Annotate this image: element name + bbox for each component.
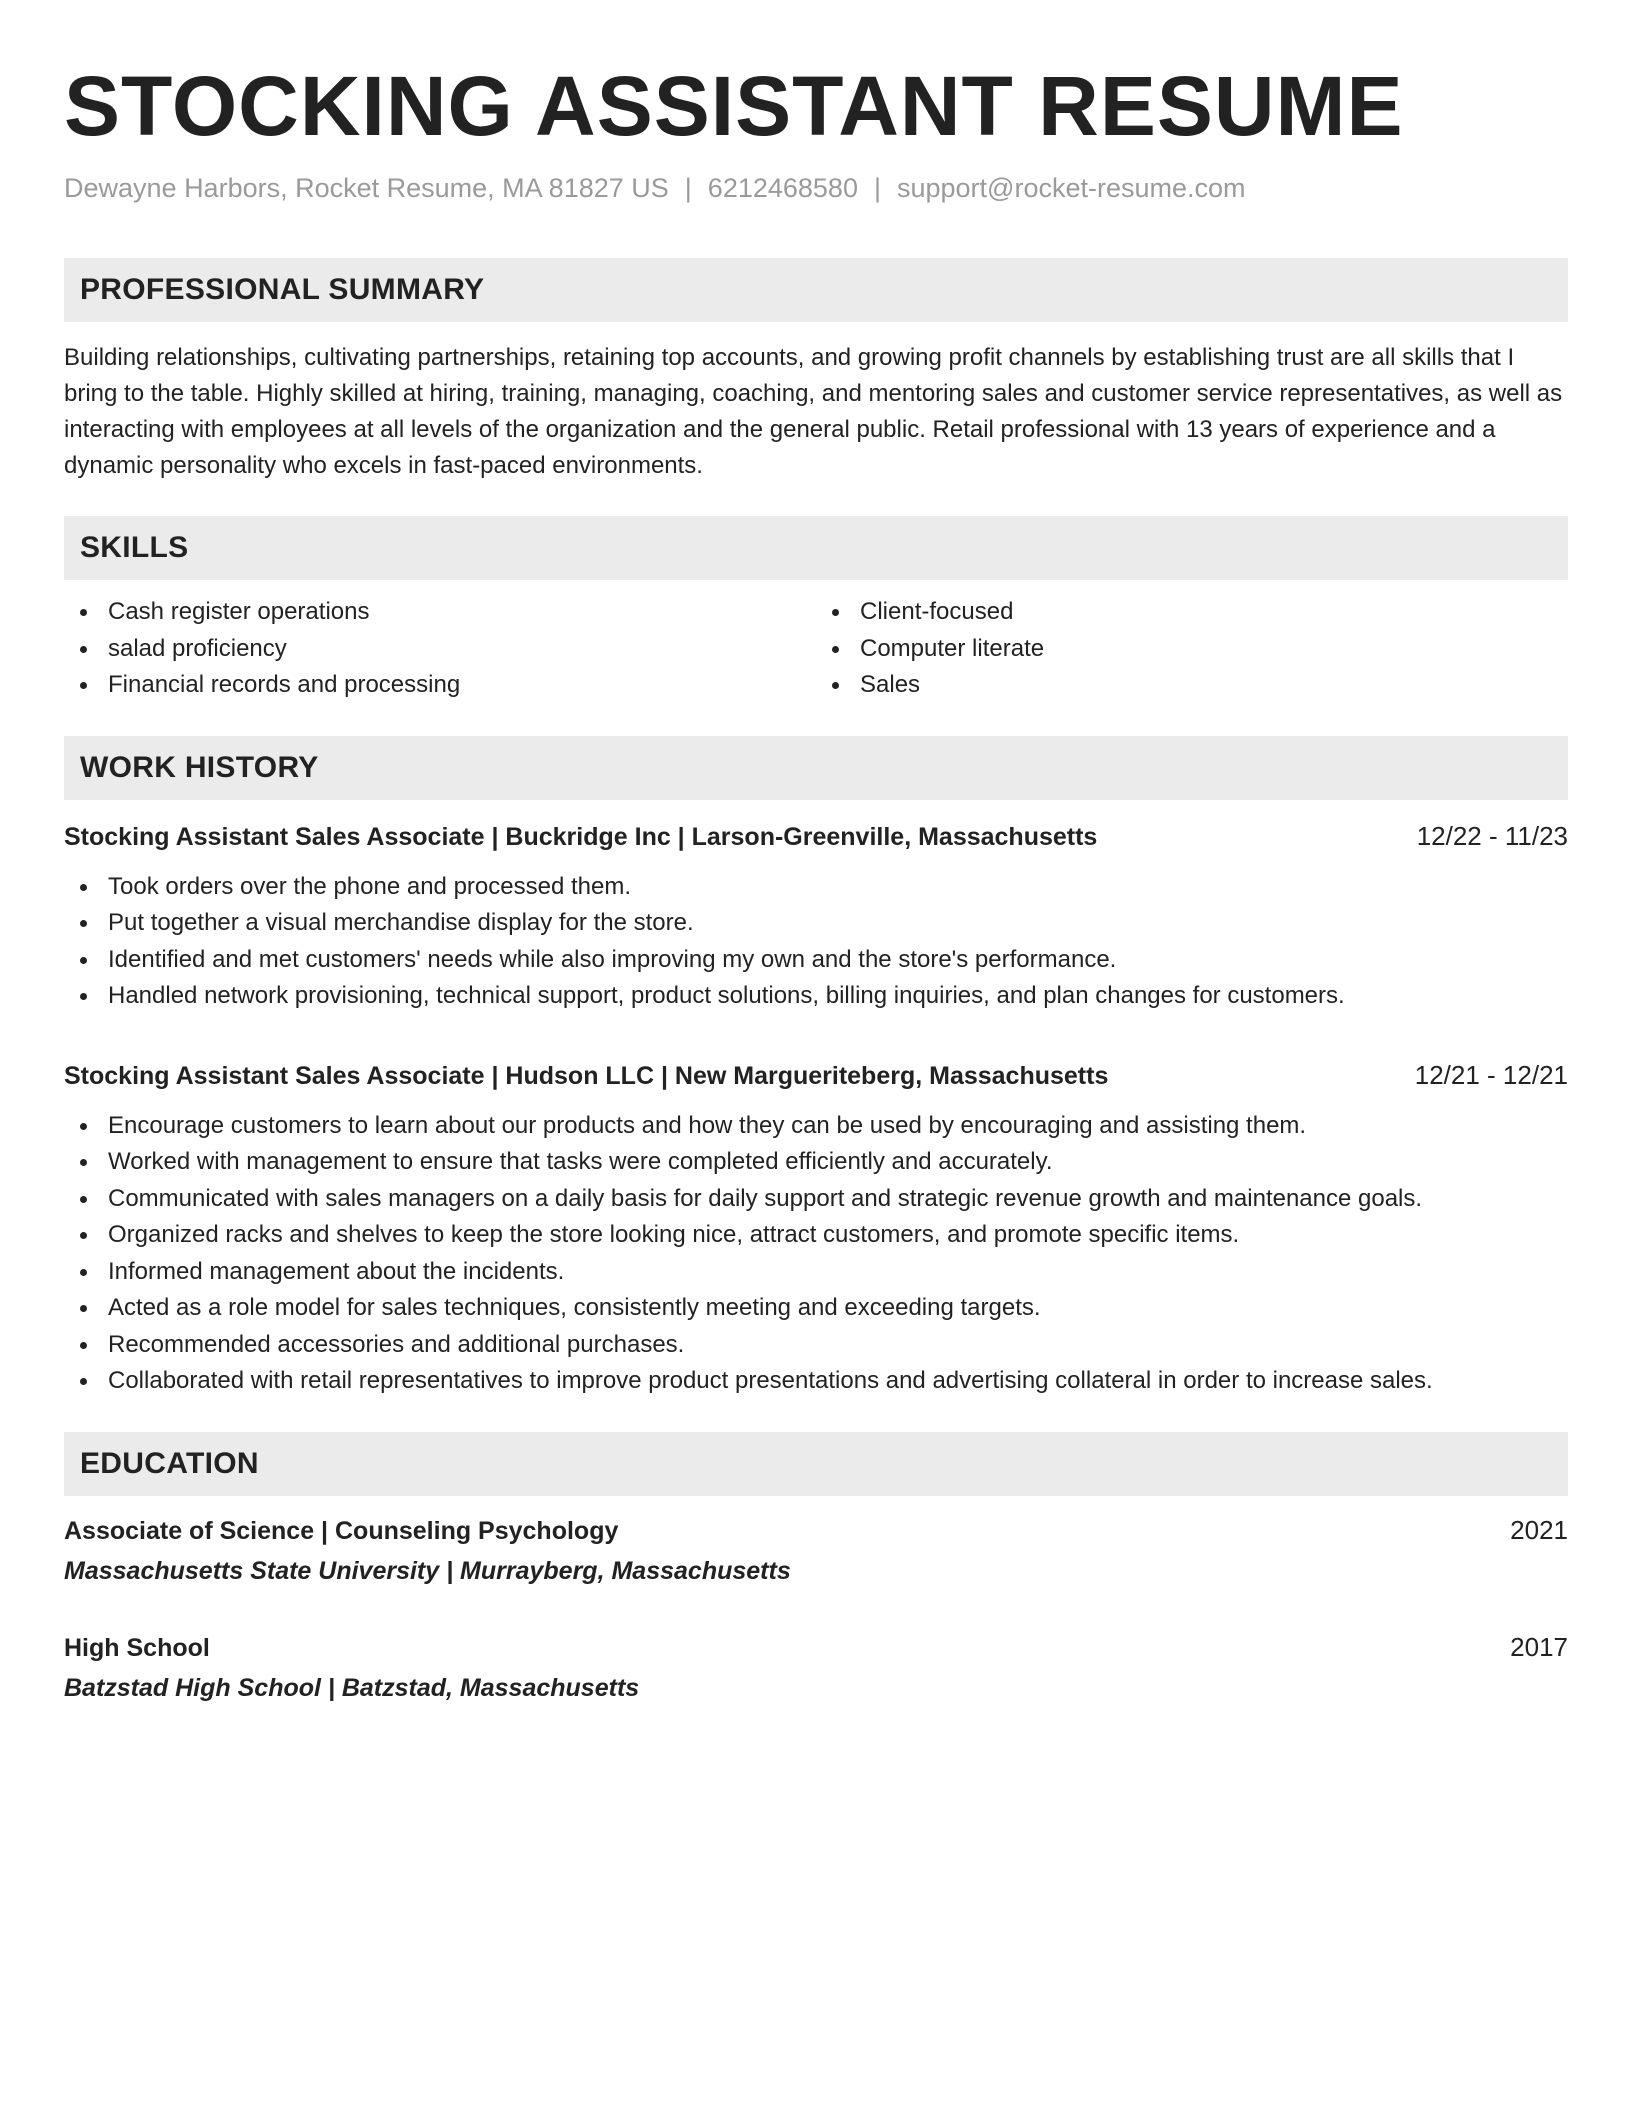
bullet-icon <box>832 609 839 616</box>
job-bullet <box>64 1327 1568 1364</box>
skill-label: Sales <box>860 671 921 698</box>
bullet-icon <box>80 1123 87 1130</box>
skill-item <box>64 631 816 668</box>
job-bullet <box>64 1144 1568 1181</box>
skill-label: Financial records and processing <box>108 671 461 698</box>
bullet-icon <box>80 1378 87 1385</box>
bullet-icon <box>80 1305 87 1312</box>
bullet-icon <box>80 884 87 891</box>
job-bullet-text: Put together a visual merchandise display for the store. <box>108 909 694 936</box>
section-header-summary: PROFESSIONAL SUMMARY <box>64 258 1568 322</box>
bullet-icon <box>80 1269 87 1276</box>
skill-item <box>816 594 1568 631</box>
education-school: Massachusetts State University | Murrayberg, Massachusetts <box>64 1556 791 1585</box>
job-bullets <box>64 869 1568 1015</box>
education-degree: Associate of Science | Counseling Psychology <box>64 1516 619 1545</box>
contact-phone: 6212468580 <box>707 173 858 203</box>
skill-item <box>64 667 816 704</box>
skill-item <box>816 667 1568 704</box>
bullet-icon <box>80 1196 87 1203</box>
bullet-icon <box>832 682 839 689</box>
job-bullet-text: Worked with management to ensure that tasks were completed efficiently and accurately. <box>108 1148 1053 1175</box>
skill-item <box>64 594 816 631</box>
section-header-education: EDUCATION <box>64 1432 1568 1496</box>
contact-line <box>64 168 1568 208</box>
section-header-work-history: WORK HISTORY <box>64 736 1568 800</box>
job-bullet <box>64 1217 1568 1254</box>
skill-label: Cash register operations <box>108 598 370 625</box>
bullet-icon <box>80 1159 87 1166</box>
job-bullet-text: Took orders over the phone and processed them. <box>108 872 631 900</box>
job-bullet <box>64 1363 1568 1400</box>
job-bullet <box>64 1254 1568 1291</box>
job-bullet <box>64 869 1568 906</box>
section-header-skills: SKILLS <box>64 516 1568 580</box>
skill-label: Client-focused <box>860 598 1014 625</box>
education-header <box>64 1510 1568 1551</box>
job-dates: 12/21 - 12/21 <box>1414 1059 1568 1090</box>
education-year: 2021 <box>1510 1514 1568 1545</box>
bullet-icon <box>832 646 839 653</box>
job-header <box>64 816 1568 857</box>
job-bullet-text: Identified and met customers' needs while also improving my own and the store's performance. <box>108 945 1117 973</box>
job-bullet-text: Handled network provisioning, technical support, product solutions, billing inquiries, and plan changes for customers. <box>108 982 1345 1009</box>
skill-item <box>816 631 1568 668</box>
job-bullet <box>64 1181 1568 1218</box>
skills-column-right <box>816 594 1568 704</box>
bullet-icon <box>80 920 87 927</box>
skills-column-left <box>64 594 816 704</box>
job-bullet-text: Collaborated with retail representatives to improve product presentations and advertising collateral in order to increase sales. <box>108 1367 1433 1394</box>
summary-text: Building relationships, cultivating partnerships, retaining top accounts, and growing profit channels by establishing trust are all skills that I bring to the table. Highly skilled at hiring, training, managing, coaching, and mentoring sales and customer service representatives, as well as interacting with employees at all levels of the organization and the general public. Retail professional with 13 years of experience and a dynamic personality who excels in fast-paced environments. <box>64 344 1563 479</box>
bullet-icon <box>80 993 87 1000</box>
education-entry <box>64 1627 1568 1708</box>
bullet-icon <box>80 957 87 964</box>
bullet-icon <box>80 1232 87 1239</box>
bullet-icon <box>80 682 87 689</box>
bullet-icon <box>80 609 87 616</box>
bullet-icon <box>80 1342 87 1349</box>
education-degree: High School <box>64 1633 210 1662</box>
job-bullet <box>64 978 1568 1015</box>
contact-separator: | <box>873 173 881 203</box>
job-bullet <box>64 1290 1568 1327</box>
job-entry <box>64 816 1568 1015</box>
education-school: Batzstad High School | Batzstad, Massachusetts <box>64 1673 640 1702</box>
job-bullet-text: Informed management about the incidents. <box>108 1257 565 1285</box>
job-bullet <box>64 1108 1568 1145</box>
contact-separator: | <box>684 173 692 203</box>
job-entry <box>64 1055 1568 1400</box>
job-bullet <box>64 942 1568 979</box>
skills-list <box>64 594 1568 704</box>
resume-title: STOCKING ASSISTANT RESUME <box>64 59 1404 153</box>
education-header <box>64 1627 1568 1668</box>
contact-email: support@rocket-resume.com <box>896 173 1246 203</box>
job-bullet-text: Communicated with sales managers on a daily basis for daily support and strategic revenue growth and maintenance goals. <box>108 1184 1423 1212</box>
job-title: Stocking Assistant Sales Associate | Hudson LLC | New Margueriteberg, Massachusetts <box>64 1061 1109 1090</box>
skill-label: Computer literate <box>860 634 1045 662</box>
job-bullets <box>64 1108 1568 1400</box>
job-bullet-text: Encourage customers to learn about our products and how they can be used by encouraging and assisting them. <box>108 1111 1307 1139</box>
skill-label: salad proficiency <box>108 634 287 662</box>
job-bullet <box>64 905 1568 942</box>
contact-address: Dewayne Harbors, Rocket Resume, MA 81827 US <box>64 173 669 203</box>
education-entry <box>64 1510 1568 1591</box>
job-bullet-text: Organized racks and shelves to keep the store looking nice, attract customers, and promote specific items. <box>108 1221 1240 1248</box>
job-dates: 12/22 - 11/23 <box>1416 820 1568 851</box>
job-bullet-text: Recommended accessories and additional purchases. <box>108 1330 685 1358</box>
bullet-icon <box>80 646 87 653</box>
job-title: Stocking Assistant Sales Associate | Buckridge Inc | Larson-Greenville, Massachusetts <box>64 822 1098 851</box>
education-year: 2017 <box>1510 1631 1568 1662</box>
job-bullet-text: Acted as a role model for sales techniques, consistently meeting and exceeding targets. <box>108 1294 1041 1321</box>
job-header <box>64 1055 1568 1096</box>
